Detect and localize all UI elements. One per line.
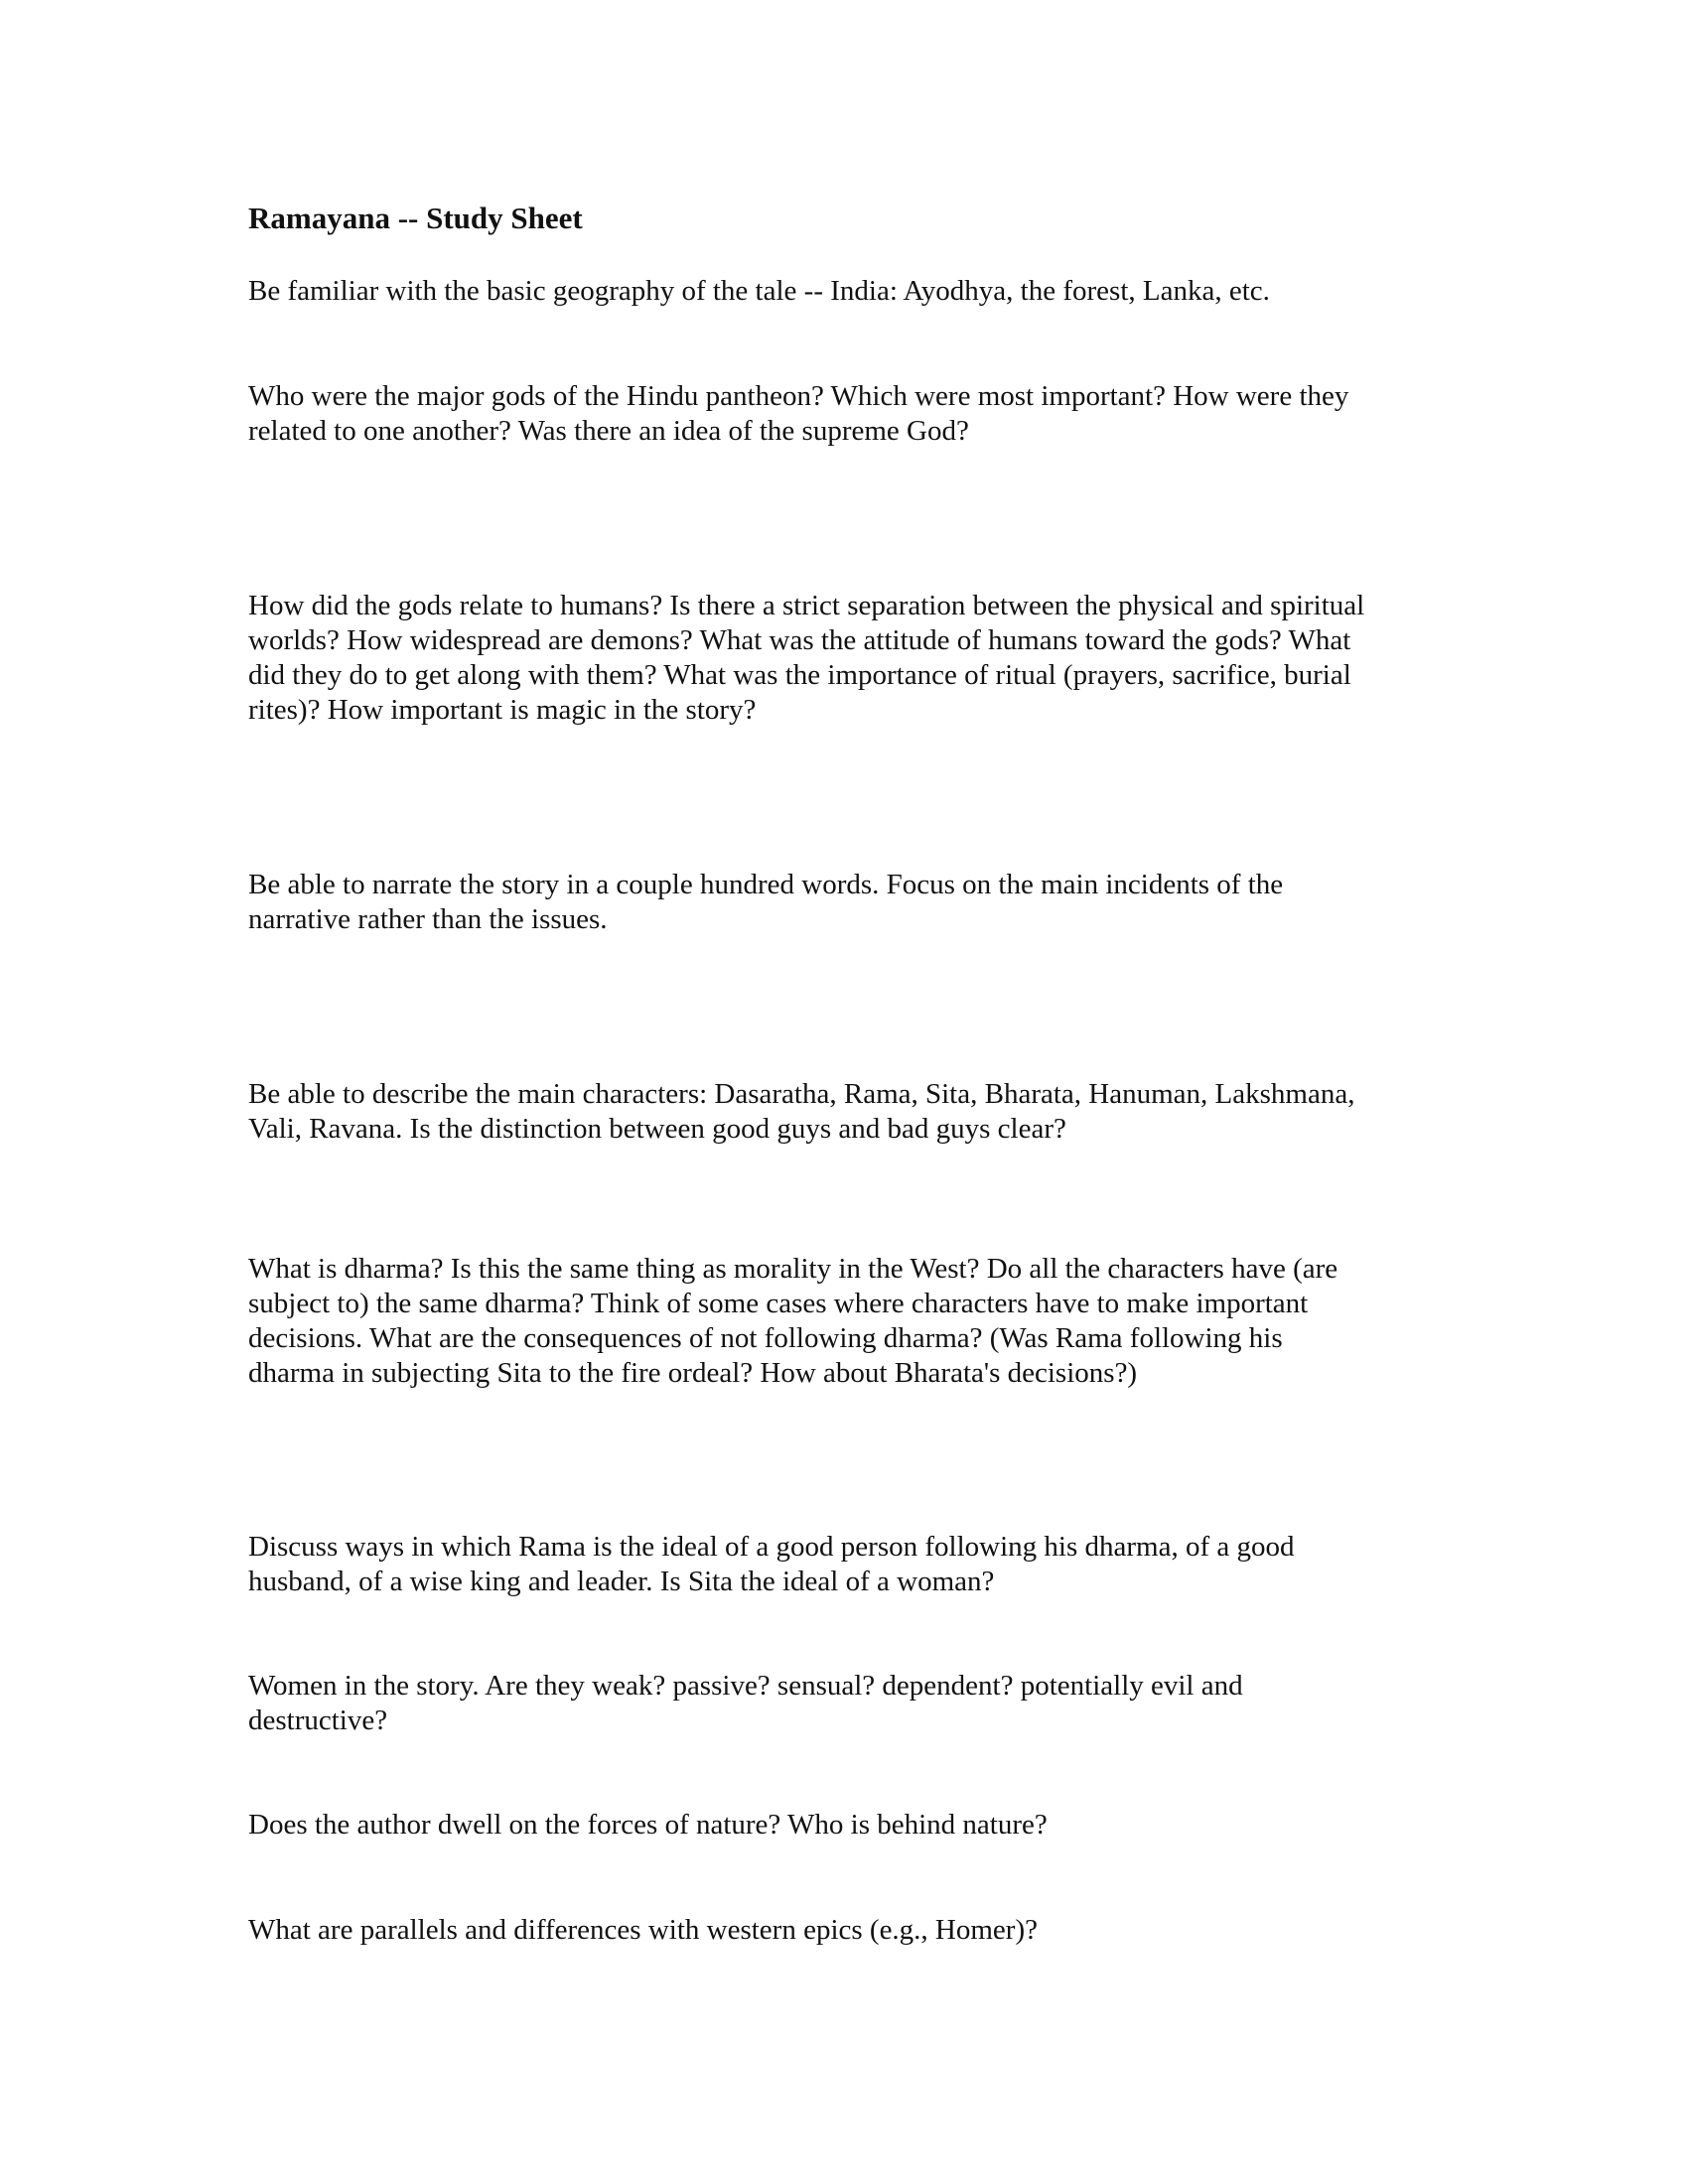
question-narrate-story: Be able to narrate the story in a couple hundred words. Focus on the main incidents of the narrative rather than the issues. xyxy=(248,869,1284,935)
question-gods-and-humans: How did the gods relate to humans? Is there a strict separation between the physical and spiritual worlds? How widespread are demons? What was the attitude of humans toward the gods? What did they do to get along with them? What was the importance of ritual (prayers, sacrifice, burial rites)? How important is magic in the story? xyxy=(248,590,1365,726)
question-western-epics: What are parallels and differences with western epics (e.g., Homer)? xyxy=(248,1914,1038,1946)
question-dharma: What is dharma? Is this the same thing as morality in the West? Do all the characters have (are subject to) the same dharma? Think of some cases where characters have to make important decisions. What are the consequences of not following dharma? (Was Rama following his dharma in subjecting Sita to the fire ordeal? How about Bharata's decisions?) xyxy=(248,1253,1338,1389)
question-rama-ideal: Discuss ways in which Rama is the ideal of a good person following his dharma, of a good husband, of a wise king and leader. Is Sita the ideal of a woman? xyxy=(248,1531,1295,1597)
question-main-characters: Be able to describe the main characters: Dasaratha, Rama, Sita, Bharata, Hanuman, Lakshmana, Vali, Ravana. Is the distinction between good guys and bad guys clear? xyxy=(248,1078,1355,1145)
question-nature: Does the author dwell on the forces of nature? Who is behind nature? xyxy=(248,1809,1048,1841)
question-geography: Be familiar with the basic geography of the tale -- India: Ayodhya, the forest, Lanka, etc. xyxy=(248,275,1270,307)
question-women: Women in the story. Are they weak? passive? sensual? dependent? potentially evil and destructive? xyxy=(248,1670,1243,1736)
page-title: Ramayana -- Study Sheet xyxy=(248,201,583,235)
question-gods-pantheon: Who were the major gods of the Hindu pantheon? Which were most important? How were they related to one another? Was there an idea of the supreme God? xyxy=(248,380,1349,447)
